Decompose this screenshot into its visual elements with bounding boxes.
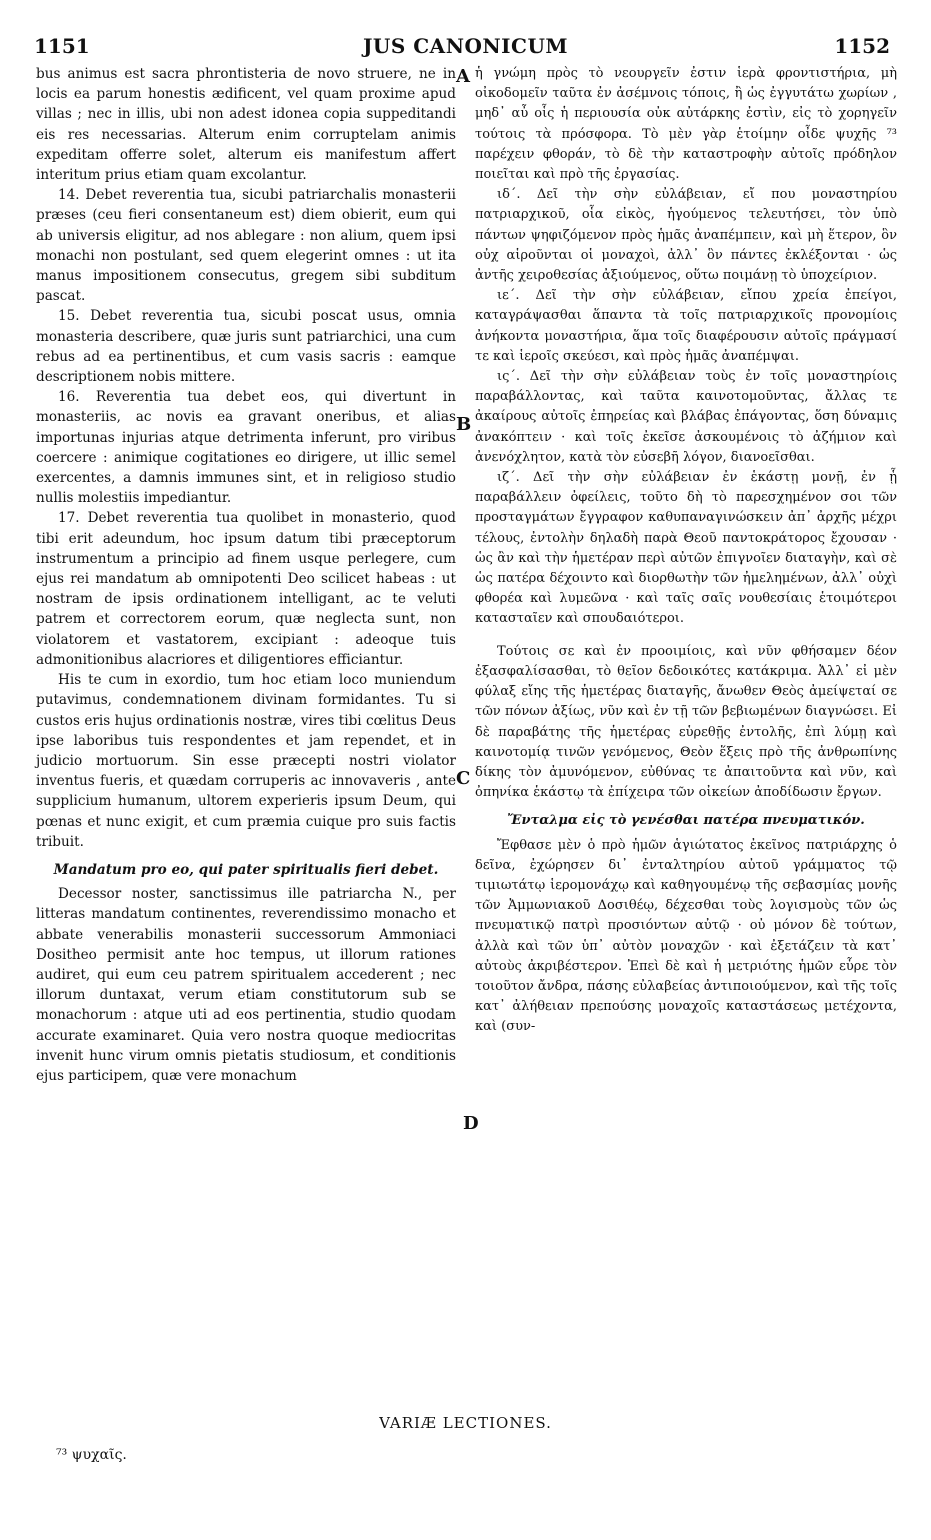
latin-paragraph: bus animus est sacra phrontisteria de novo struere, ne in locis ea parum honestis ædificent, vel quam proxime apud villas ; nec in illis, ubi non adest idonea copia suppeditandi eis res necessarias. Alterum enim corruptelam animis expeditam offerre solet, alterum eis manifestum affert interitum prius etiam quam excolantur. — [36, 66, 456, 184]
page-number-left: 1151 — [34, 34, 90, 58]
footnote: ⁷³ ψυχαῖς. — [56, 1447, 127, 1463]
greek-section-heading: Ἔνταλμα εἰς τὸ γενέσθαι πατέρα πνευματικόν. — [507, 813, 865, 829]
margin-letter-b: B — [456, 414, 472, 435]
latin-paragraph: 17. Debet reverentia tua quolibet in monasterio, quod tibi erit adeundum, hoc ipsum datum tibi præceptorum instrumentum a principio ad finem usque perlegere, cum ejus rei mandatum ab omnipotenti Deo scilicet habeas : ut nostram de ipsis ordinationem intelligant, ac te veluti patrem et correctorem eorum, quæ neglecta sunt, non violatorem et vastatorem, excipiant : adeoque tuis admonitionibus alacriores et diligentiores efficiantur. — [36, 510, 456, 668]
latin-paragraph: 14. Debet reverentia tua, sicubi patriarchalis monasterii præses (ceu fieri consentaneum est) diem obierit, eum qui ab universis eligitur, ad nos ablegare : non alium, quem ipsi monachi non postulant, sed quem elegerint omnes : ut ita manus impositionem consecutus, gregem sibi subditum pascat. — [36, 187, 456, 305]
latin-paragraph: 16. Reverentia tua debet eos, qui divertunt in monasteriis, ac novis ea gravant oneribus, et alias importunas injurias atque detrimenta inferunt, pro viribus coercere : animique cogitationes eo dirigere, ut illic semel exercentes, a damnis immunes sint, et in religioso studio nullis molestiis impediantur. — [36, 389, 456, 507]
margin-letter-c: C — [456, 768, 471, 789]
greek-paragraph: ιε΄. Δεῖ τὴν σὴν εὐλάβειαν, εἴπου χρεία ἐπείγοι, καταγράψασθαι ἅπαντα τὰ τοῖς πατριαρχικοῖς προνομίοις ἀνήκοντα μοναστήρια, ἅμα τοῖς διαφέρουσιν αὐτοῖς πράγμασί τε καὶ ἱεροῖς σκεύεσι, καὶ πρὸς ἡμᾶς ἀναπέμψαι. — [475, 288, 897, 364]
greek-column — [475, 64, 897, 1038]
running-title: JUS CANONICUM — [362, 34, 569, 58]
greek-paragraph: ις΄. Δεῖ τὴν σὴν εὐλάβειαν τοὺς ἐν τοῖς μοναστηρίοις παραβάλλοντας, καὶ ταῦτα καινοτομοῦντας, ἄλλας τε ἀκαίρους αὐτοῖς ἐπηρείας καὶ βλάβας ἐπάγοντας, ὅση δύναμις ἀνακόπτειν · καὶ τοῖς ἐκεῖσε ἀσκουμένοις τὸ ἀζήμιον καὶ ἀνενόχλητον, κατὰ τὸν εὐσεβῆ λόγον, διανοεῖσθαι. — [475, 369, 897, 465]
greek-paragraph: Ἔφθασε μὲν ὁ πρὸ ἡμῶν ἁγιώτατος ἐκεῖνος πατριάρχης ὁ δεῖνα, ἐχώρησεν δι᾽ ἐνταλτηρίου αὐτοῦ γράμματος τῷ τιμιωτάτῳ ἱερομονάχῳ καὶ καθηγουμένῳ τῆς σεβασμίας μονῆς τῶν Ἀμμωνιακοῦ Δοσιθέῳ, δέχεσθαι τοὺς λογισμοὺς τῶν ὡς πνευματικῷ πατρὶ προσιόντων αὐτῷ · οὐ μόνον δὲ τούτων, ἀλλὰ καὶ τῶν ὑπ᾽ αὐτὸν μοναχῶν · καὶ ἐξετάζειν τὰ κατ᾽ αὐτοὺς ἀκριβέστερον. Ἐπεὶ δὲ καὶ ἡ μετριότης ἡμῶν εὗρε τὸν τοιοῦτον ἄνδρα, πάσης εὐλαβείας ἀντιποιούμενον, καὶ τῆς τοῖς κατ᾽ ἀλήθειαν πρεπούσης μοναχοῖς καταστάσεως μετέχοντα, καὶ (συν- — [475, 837, 897, 1035]
margin-letter-d: D — [463, 1113, 479, 1134]
latin-column — [36, 64, 456, 1086]
variae-lectiones-heading: VARIÆ LECTIONES. — [379, 1414, 552, 1432]
latin-paragraph: Decessor noster, sanctissimus ille patriarcha N., per litteras mandatum continentes, reverendissimo monacho et abbate venerabilis monasterii successorum Ammoniaci Dositheo permisit ante hoc tempus, ut illorum rationes audiret, qui eum ceu patrem spiritualem accederent ; nec illorum duntaxat, verum etiam constitutorum sub se monachorum : atque uti ad eos pertinentia, studio quodam accurate examinaret. Quia vero nostra quoque mediocritas invenit hunc virum omnis pietatis studiosum, et conditionis ejus participem, quæ vere monachum — [36, 886, 456, 1084]
latin-paragraph: 15. Debet reverentia tua, sicubi poscat usus, omnia monasteria describere, quæ juris sunt patriarchici, una cum rebus ad ea pertinentibus, et cum vasis sacris : eamque descriptionem nobis mittere. — [36, 308, 456, 386]
latin-section-heading: Mandatum pro eo, qui pater spiritualis fieri debet. — [53, 861, 439, 878]
margin-letter-a: A — [456, 66, 470, 87]
greek-paragraph: ιζ΄. Δεῖ τὴν σὴν εὐλάβειαν ἐν ἑκάστῃ μονῇ, ἐν ᾗ παραβάλλειν ὀφείλεις, τοῦτο δὴ τὸ παρεσχημένον σοι τῶν προσταγμάτων ἔγγραφον καθυπαναγινώσκειν ἀπ᾽ ἀρχῆς μέχρι τέλους, ἐντολὴν δηλαδὴ παρὰ Θεοῦ παντοκράτορος ἔχουσαν · ὡς ἂν καὶ τὴν ἡμετέραν περὶ αὐτῶν ἐπιγνοῖεν διαταγὴν, καὶ σὲ ὡς πατέρα δέχοιντο καὶ διορθωτὴν τῶν ἠμελημένων, ἀλλ᾽ οὐχὶ φθορέα καὶ λυμεῶνα · καὶ ταῖς σαῖς νουθεσίαις ἑτοιμότεροι κατασταῖεν καὶ σπουδαιότεροι. — [475, 470, 897, 627]
latin-paragraph: His te cum in exordio, tum hoc etiam loco muniendum putavimus, condemnationem divinam formidantes. Tu si custos eris hujus ordinationis nostræ, vires tibi cœlitus Deus ipse laboribus tuis respondentes et jam rependet, et in judicio mortuorum. Sin esse præcepti nostri violator inventus fueris, et quædam corruperis ac innovaveris , ante supplicium humanum, ultorem experieris ipsum Deum, qui pœnas et nunc exigit, et cum præmia cuique pro suis factis tribuit. — [36, 672, 456, 850]
page-header — [0, 30, 931, 60]
greek-paragraph: ἡ γνώμη πρὸς τὸ νεουργεῖν ἐστιν ἱερὰ φροντιστήρια, μὴ οἰκοδομεῖν ταῦτα ἐν ἀσέμνοις τόποις, ἢ ὡς ἐγγυτάτω χωρίων , μηδ᾽ αὖ οἷς ἡ περιουσία οὐκ αὐτάρκης ἐστὶν, εἰς τὸ χορηγεῖν τούτοις τὰ πρόσφορα. Τὸ μὲν γὰρ ἑτοίμην οἶδε ψυχῆς ⁷³ παρέχειν φθοράν, τὸ δὲ τὴν καταστροφὴν αὐτοῖς πρόδηλον ποιεῖται καὶ πρὸ τῆς ἐργασίας. — [475, 66, 897, 183]
greek-paragraph: Τούτοις σε καὶ ἐν προοιμίοις, καὶ νῦν φθήσαμεν δέον ἐξασφαλίσασθαι, τὸ θεῖον δεδοικότες κατάκριμα. Ἀλλ᾽ εἰ μὲν φύλαξ εἴης τῆς ἡμετέρας διαταγῆς, ἄνωθεν Θεὸς ἀμείψεταί σε τῶν πόνων ἀξίως, νῦν καὶ ἐν τῇ τῶν βεβιωμένων διαγνώσει. Εἰ δὲ παραβάτης τῆς ἡμετέρας εὑρεθῇς ἐντολῆς, ἐπὶ λύμῃ καὶ καινοτομίᾳ τινῶν γενόμενος, Θεὸν ἕξεις πρὸ τῆς ἀνθρωπίνης δίκης τὸν ἀμυνόμενον, εὐθύνας τε ἀπαιτοῦντα καὶ νῦν, καὶ ὀπηνίκα ἑκάστῳ τὰ ἐπίχειρα τῶν οἰκείων ἀποδίδωσιν ἔργων. — [475, 643, 897, 801]
page-number-right: 1152 — [834, 34, 890, 58]
greek-paragraph: ιδ΄. Δεῖ τὴν σὴν εὐλάβειαν, εἴ που μοναστηρίου πατριαρχικοῦ, οἷα εἰκὸς, ἡγούμενος τελευτήσει, τὸν ὑπὸ πάντων ψηφιζόμενον πρὸς ἡμᾶς ἀναπέμπειν, καὶ μὴ ἕτερον, ὃν οὐχ αἱροῦνται οἱ μοναχοὶ, ἀλλ᾽ ὃν πάντες ἐκλέξονται · ὡς ἀντῆς χειροθεσίας ἀξιούμενος, οὕτω ποιμάνῃ τὸ ὑποχείριον. — [475, 187, 897, 284]
